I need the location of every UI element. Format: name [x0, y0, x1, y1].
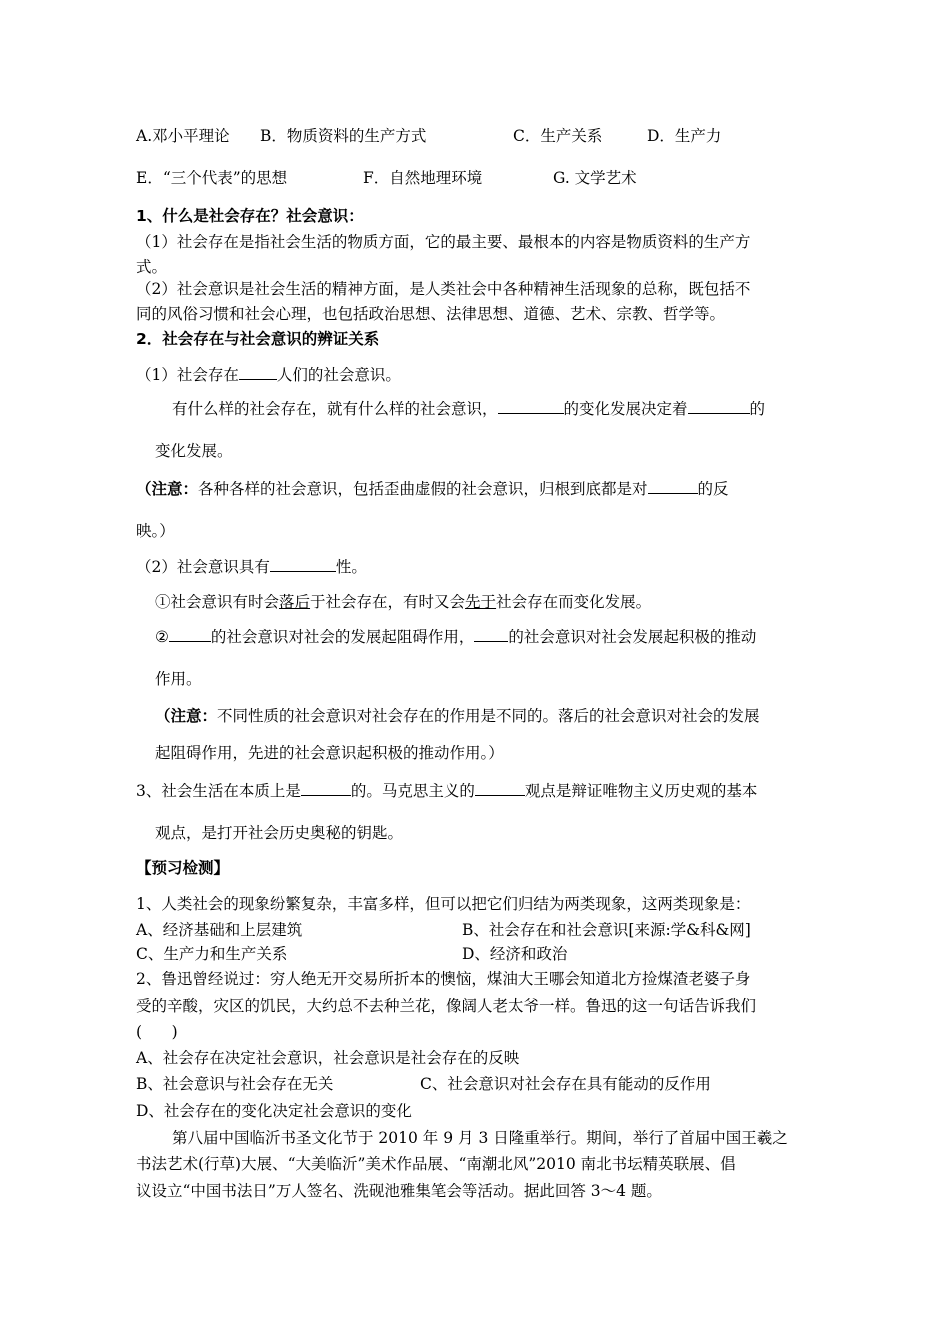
passage-line-1: 第八届中国临沂书圣文化节于 2010 年 9 月 3 日隆重举行。期间，举行了首届中国王羲之: [172, 1129, 788, 1147]
option-c: C．生产关系: [513, 127, 603, 145]
q2-option-a: A、社会存在决定社会意识，社会意识是社会存在的反映: [136, 1049, 520, 1067]
section1-p1-line2: 式。: [136, 258, 168, 276]
answer-blank: [301, 781, 351, 796]
answer-blank: [498, 399, 564, 414]
section2-line-2: 有什么样的社会存在，就有什么样的社会意识， 的变化发展决定着 的: [172, 400, 766, 418]
answer-blank: [270, 557, 336, 572]
q2-option-d: D、社会存在的变化决定社会意识的变化: [136, 1102, 412, 1120]
note-2-cont: 起阻碍作用，先进的社会意识起积极的推动作用。）: [155, 744, 504, 762]
note-1-cont: 映。）: [136, 522, 175, 540]
section1-p2-line2: 同的风俗习惯和社会心理，也包括政治思想、法律思想、道德、艺术、宗教、哲学等。: [136, 305, 726, 323]
section3-line-1: 3、社会生活在本质上是 的。马克思主义的 观点是辩证唯物主义历史观的基本: [136, 782, 758, 800]
answer-blank: [169, 627, 211, 642]
answer-blank: [474, 627, 508, 642]
answer-blank: [648, 479, 698, 494]
section2-line-4: （2）社会意识具有 性。: [136, 558, 367, 576]
passage-line-3: 议设立“中国书法日”万人签名、洗砚池雅集笔会等活动。据此回答 3～4 题。: [136, 1182, 662, 1200]
question-2-line-3: ( ): [136, 1023, 178, 1041]
option-e: E．“三个代表”的思想: [136, 169, 288, 187]
question-2-line-1: 2、鲁迅曾经说过：穷人绝无开交易所折本的懊恼，煤油大王哪会知道北方捡煤渣老婆子身: [136, 970, 751, 988]
section2-line-7: 作用。: [155, 670, 202, 688]
section2-line-3: 变化发展。: [155, 442, 233, 460]
q1-option-b: B、社会存在和社会意识[来源:学&科&网]: [462, 921, 751, 939]
section2-line-6: ② 的社会意识对社会的发展起阻碍作用， 的社会意识对社会发展起积极的推动: [155, 628, 757, 646]
q2-option-c: C、社会意识对社会存在具有能动的反作用: [420, 1075, 711, 1093]
passage-line-2: 书法艺术(行草)大展、“大美临沂”美术作品展、“南潮北风”2010 南北书坛精英联展、倡: [136, 1155, 736, 1173]
option-b: B．物质资料的生产方式: [260, 127, 427, 145]
q1-option-a: A、经济基础和上层建筑: [136, 921, 303, 939]
q1-option-d: D、经济和政治: [462, 945, 568, 963]
q2-option-b: B、社会意识与社会存在无关: [136, 1075, 334, 1093]
section2-line-5: ①社会意识有时会落后于社会存在，有时又会先于社会存在而变化发展。: [155, 593, 652, 611]
section1-heading: 1、什么是社会存在？社会意识：: [136, 207, 364, 225]
note-2: （注意：不同性质的社会意识对社会存在的作用是不同的。落后的社会意识对社会的发展: [155, 707, 760, 725]
section1-p2-line1: （2）社会意识是社会生活的精神方面，是人类社会中各种精神生活现象的总称，既包括不: [136, 280, 751, 298]
q1-option-c: C、生产力和生产关系: [136, 945, 288, 963]
section3-line-2: 观点，是打开社会历史奥秘的钥匙。: [155, 824, 404, 842]
section2-line-1: （1）社会存在 人们的社会意识。: [136, 366, 401, 384]
option-g: G. 文学艺术: [553, 169, 637, 187]
section1-p1-line1: （1）社会存在是指社会生活的物质方面，它的最主要、最根本的内容是物质资料的生产方: [136, 233, 751, 251]
answer-blank: [239, 365, 277, 380]
section2-heading: 2．社会存在与社会意识的辨证关系: [136, 330, 380, 348]
note-1: （注意：各种各样的社会意识，包括歪曲虚假的社会意识，归根到底都是对 的反: [136, 480, 729, 498]
option-f: F．自然地理环境: [363, 169, 483, 187]
preview-heading: 【预习检测】: [136, 859, 230, 877]
answer-blank: [688, 399, 750, 414]
option-a: A.邓小平理论: [136, 127, 230, 145]
option-d: D．生产力: [647, 127, 722, 145]
question-2-line-2: 受的辛酸，灾区的饥民，大约总不去种兰花，像阔人老太爷一样。鲁迅的这一句话告诉我们: [136, 997, 757, 1015]
answer-blank: [475, 781, 525, 796]
question-1: 1、人类社会的现象纷繁复杂，丰富多样，但可以把它们归结为两类现象，这两类现象是：: [136, 895, 751, 913]
